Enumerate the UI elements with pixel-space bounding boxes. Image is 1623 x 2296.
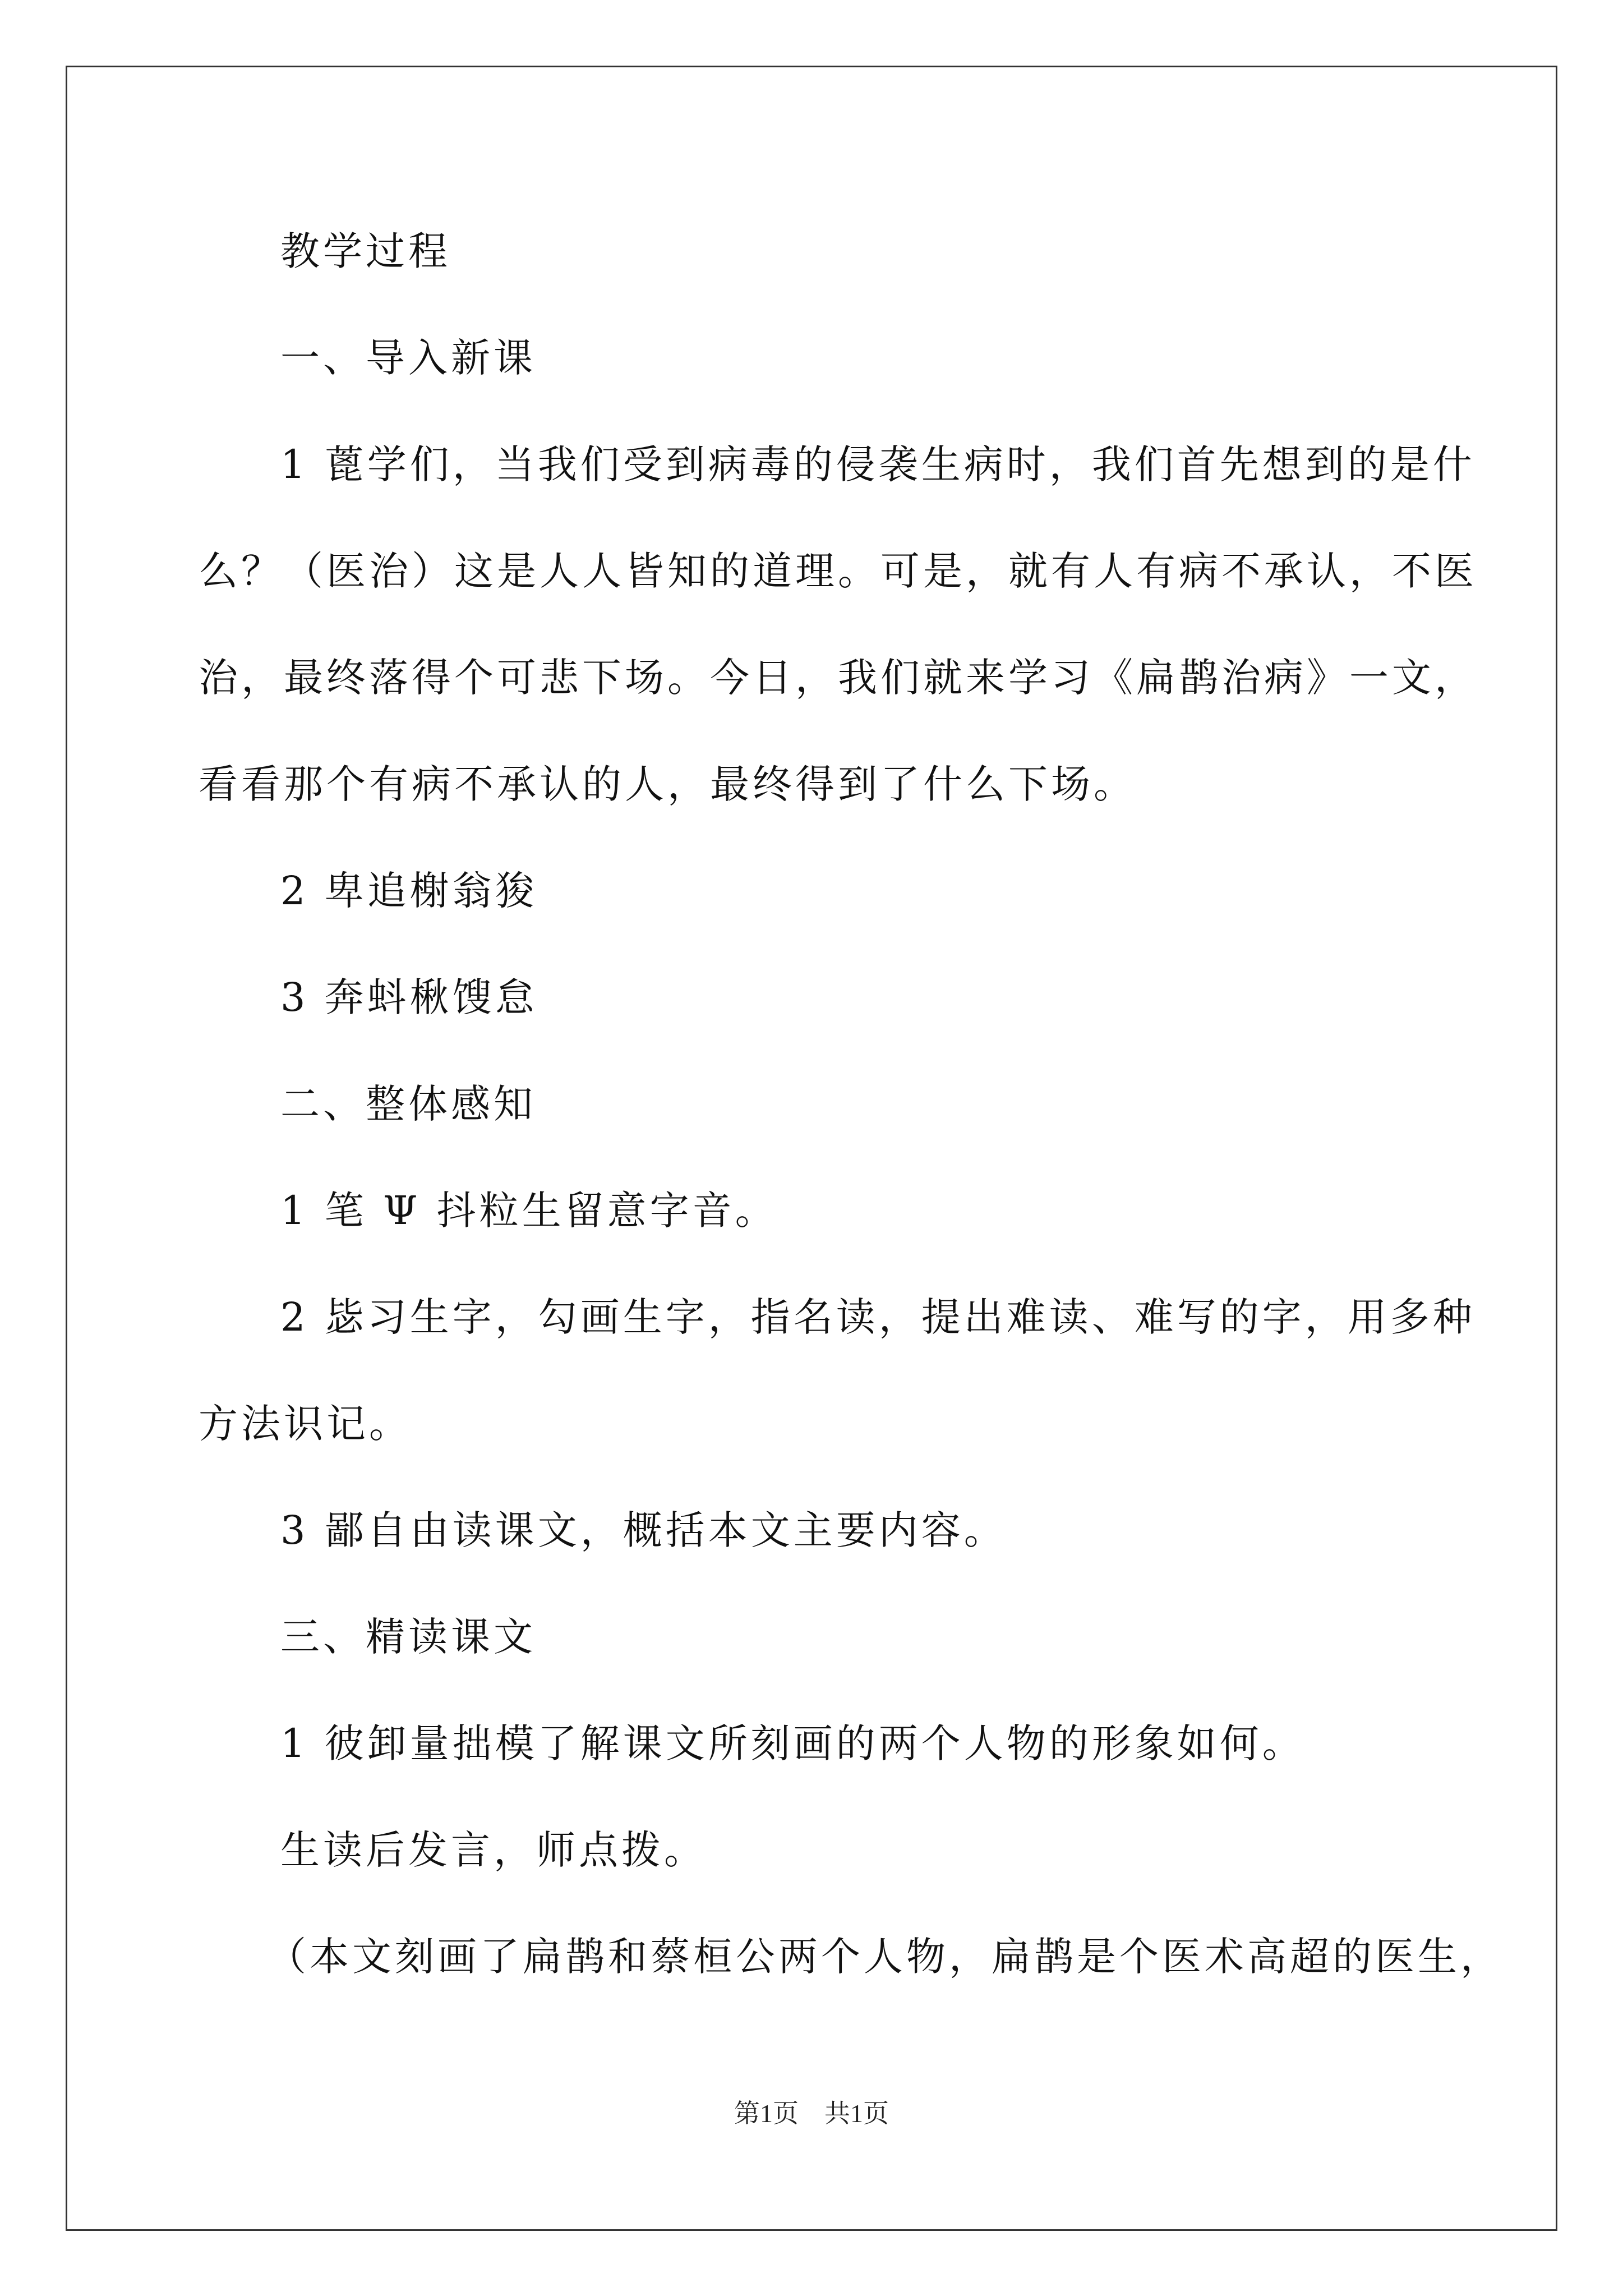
paragraph-line: 1 笔 Ψ 抖粒生留意字音。: [280, 1188, 778, 1234]
section-heading-2: 二、整体感知: [280, 1081, 536, 1127]
paragraph-line: 2 卑追榭翁狻: [280, 868, 538, 914]
paragraph-line: 方法识记。: [199, 1401, 412, 1447]
heading-teaching-process: 教学过程: [280, 228, 451, 274]
section-heading-1: 一、导入新课: [280, 335, 536, 381]
paragraph-line: 么？（医治）这是人人皆知的道理。可是，就有人有病不承认，不医: [199, 548, 1477, 594]
paragraph-line: 2 毖习生字，勾画生字，指名读，提出难读、难写的字，用多种: [280, 1294, 1476, 1340]
paragraph-line: 看看那个有病不承认的人，最终得到了什么下场。: [199, 761, 1136, 807]
paragraph-line: 生读后发言，师点拨。: [280, 1827, 707, 1873]
paragraph-line: 3 鄙自由读课文，概括本文主要内容。: [280, 1507, 1007, 1553]
paragraph-line: 3 奔蚪楸馊怠: [280, 974, 538, 1020]
paragraph-line: 治，最终落得个可悲下场。今日，我们就来学习《扁鹊治病》一文，: [199, 655, 1477, 701]
page-footer: 第1页 共1页: [734, 2099, 889, 2128]
section-heading-3: 三、精读课文: [280, 1614, 536, 1660]
page-border: [66, 66, 1557, 2231]
paragraph-line: 1 蓖学们，当我们受到病毒的侵袭生病时，我们首先想到的是什: [280, 441, 1476, 487]
paragraph-line: 1 彼卸量拙模了解课文所刻画的两个人物的形象如何。: [280, 1720, 1305, 1766]
paragraph-line: （本文刻画了扁鹊和蔡桓公两个人物，扁鹊是个医术高超的医生，: [267, 1934, 1503, 1980]
